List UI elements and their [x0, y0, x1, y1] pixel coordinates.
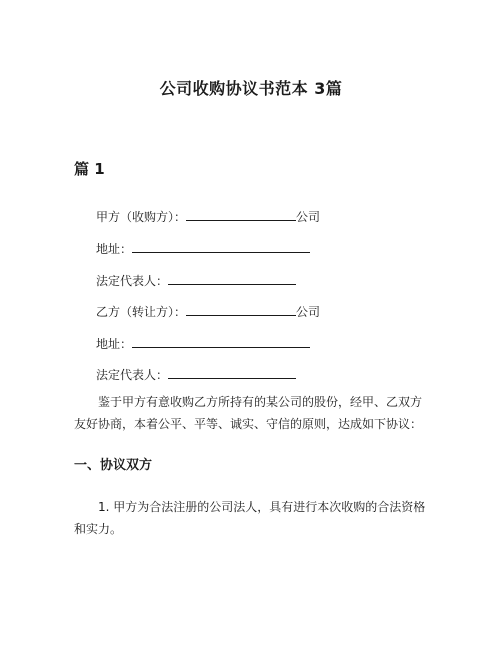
party-b-line: [96, 304, 320, 320]
party-a-suffix: 公司: [296, 210, 321, 224]
party-b-address-line: [96, 336, 310, 352]
party-a-line: [96, 209, 320, 225]
party-b-rep-label: 法定代表人：: [96, 368, 169, 382]
party-a-blank: [186, 209, 296, 221]
clause-1-paragraph: 1. 甲方为合法注册的公司法人，具有进行本次收购的合法资格和实力。: [74, 500, 426, 536]
section-title: 篇 1: [74, 160, 105, 178]
party-b-address-label: 地址：: [96, 337, 133, 351]
party-a-address-line: [96, 241, 310, 257]
party-a-address-label: 地址：: [96, 242, 133, 256]
party-a-rep-blank: [168, 273, 296, 285]
party-a-rep-label: 法定代表人：: [96, 274, 169, 288]
party-b-rep-blank: [168, 367, 296, 379]
party-a-rep-line: [96, 273, 296, 289]
party-b-blank: [186, 304, 296, 316]
party-b-rep-line: [96, 367, 296, 383]
party-b-label: 乙方（转让方）：: [96, 305, 187, 319]
party-a-label: 甲方（收购方）：: [96, 210, 187, 224]
party-b-address-blank: [132, 336, 310, 348]
party-b-suffix: 公司: [296, 305, 321, 319]
preamble-paragraph: 鉴于甲方有意收购乙方所持有的某公司的股份，经甲、乙双方友好协商，本着公平、平等、诚实、守信的原则，达成如下协议：: [74, 395, 423, 431]
heading-parties: 一、协议双方: [74, 458, 153, 473]
document-title: 公司收购协议书范本 3篇: [159, 79, 343, 98]
party-a-address-blank: [132, 241, 310, 253]
